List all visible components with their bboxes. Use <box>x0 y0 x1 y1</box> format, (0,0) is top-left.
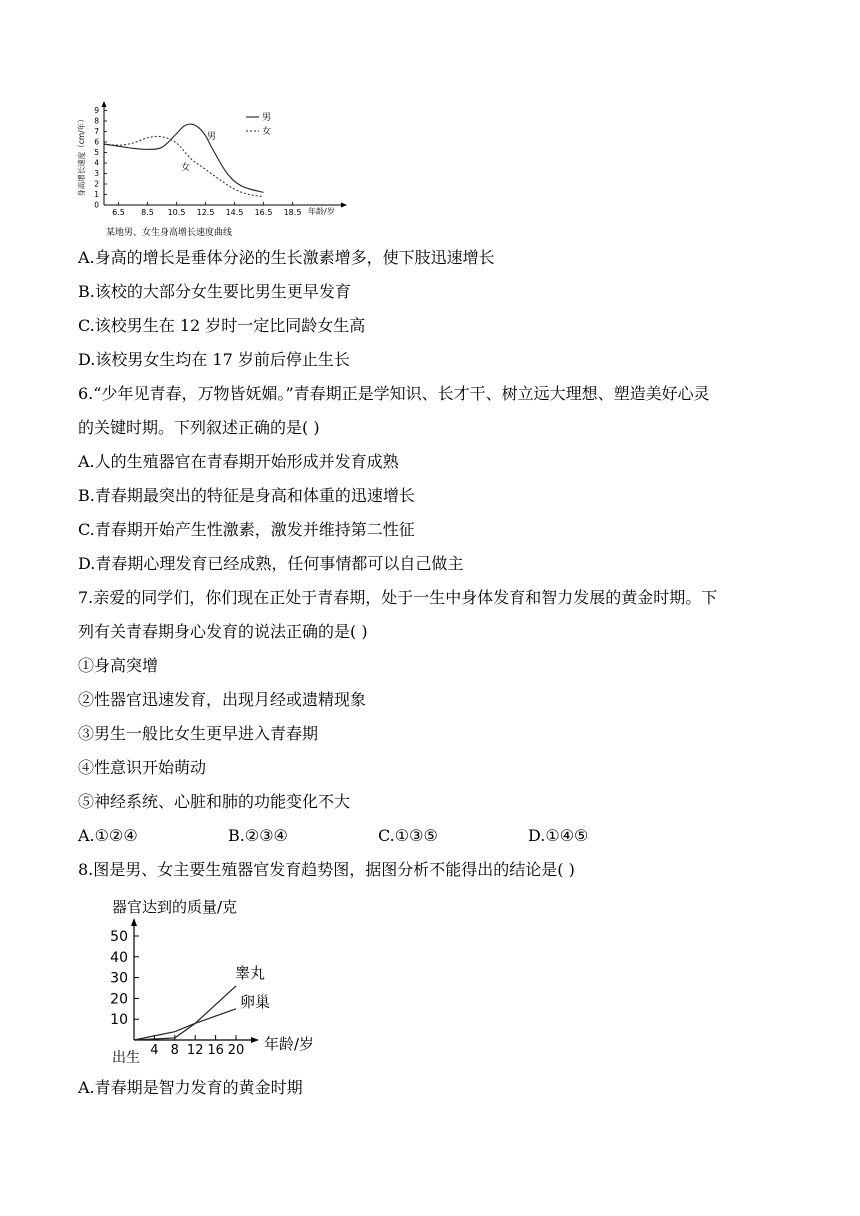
q7-item-5: ⑤神经系统、心脏和肺的功能变化不大 <box>78 792 351 811</box>
q5-option-d: D.该校男女生均在 17 岁前后停止生长 <box>78 350 350 369</box>
x-tick-label: 8.5 <box>141 208 154 217</box>
y-tick-label: 4 <box>94 158 99 168</box>
x-tick-label: 4 <box>150 1043 159 1058</box>
y-axis-label: 身高增长速度（cm/年） <box>77 115 86 197</box>
series-line-ovary <box>134 1009 236 1040</box>
y-tick-label: 50 <box>110 929 128 945</box>
q6-option-d: D.青春期心理发育已经成熟，任何事情都可以自己做主 <box>78 554 464 573</box>
growth-speed-chart <box>72 98 362 268</box>
q7-stem-line1: 7.亲爱的同学们，你们现在正处于青春期，处于一生中身体发育和智力发展的黄金时期。下 <box>78 588 718 607</box>
legend-male-label: 男 <box>262 113 272 123</box>
q7-options-row <box>78 826 778 846</box>
x-tick-label: 10.5 <box>167 208 186 217</box>
y-tick-label: 2 <box>94 179 99 189</box>
legend-female-label: 女 <box>262 127 272 137</box>
y-tick-label: 20 <box>110 991 128 1008</box>
q6-option-c: C.青春期开始产生性激素，激发并维持第二性征 <box>78 520 415 539</box>
q7-option-b: B.②③④ <box>228 826 288 845</box>
organ-development-chart <box>100 894 340 1074</box>
q7-item-4: ④性意识开始萌动 <box>78 758 207 777</box>
series-label-female: 女 <box>181 163 191 173</box>
x-tick-label: 14.5 <box>225 208 244 217</box>
x-origin-label: 出生 <box>112 1050 140 1066</box>
x-axis-arrow <box>341 203 347 208</box>
q6-option-b: B.青春期最突出的特征是身高和体重的迅速增长 <box>78 486 415 505</box>
y-tick-label: 30 <box>110 970 128 987</box>
y-tick-label: 8 <box>94 116 99 126</box>
q5-option-b: B.该校的大部分女生要比男生更早发育 <box>78 282 351 301</box>
y-tick-label: 3 <box>94 169 99 178</box>
x-tick-label: 12.5 <box>196 208 215 217</box>
y-tick-label: 7 <box>94 127 99 136</box>
q6-stem-line1: 6.“少年见青春，万物皆妩媚。”青春期正是学知识、长才干、树立远大理想、塑造美好心灵 <box>78 384 710 403</box>
y-tick-label: 5 <box>94 148 99 157</box>
x-tick-label: 20 <box>227 1043 245 1058</box>
q8-option-a: A.青春期是智力发育的黄金时期 <box>78 1078 303 1097</box>
q7-item-2: ②性器官迅速发育，出现月经或遗精现象 <box>78 690 367 709</box>
x-tick-label: 16 <box>207 1043 224 1058</box>
x-tick-label: 8 <box>170 1043 179 1058</box>
y-tick-label: 6 <box>94 137 99 147</box>
x-axis-label: 年龄/岁 <box>308 207 335 216</box>
x-tick-label: 16.5 <box>254 208 273 217</box>
chart-caption: 某地男、女生身高增长速度曲线 <box>106 228 233 238</box>
q7-item-3: ③男生一般比女生更早进入青春期 <box>78 724 319 743</box>
y-tick-label: 10 <box>110 1012 128 1029</box>
q8-stem: 8.图是男、女主要生殖器官发育趋势图，据图分析不能得出的结论是( ) <box>78 860 575 879</box>
x-axis-arrow <box>251 1037 259 1043</box>
q7-option-a: A.①②④ <box>78 826 138 845</box>
q5-option-a: A.身高的增长是垂体分泌的生长激素增多，使下肢迅速增长 <box>78 248 495 267</box>
y-axis-arrow <box>131 918 137 926</box>
y-axis-arrow <box>102 101 107 107</box>
q7-item-1: ①身高突增 <box>78 656 159 675</box>
x-axis-label: 年龄/岁 <box>264 1035 315 1053</box>
y-tick-label: 0 <box>94 200 99 210</box>
series-line-male <box>104 124 264 192</box>
q6-option-a: A.人的生殖器官在青春期开始形成并发育成熟 <box>78 452 399 471</box>
series-label-ovary: 卵巢 <box>240 993 271 1011</box>
series-label-testis: 睾丸 <box>235 964 266 982</box>
y-tick-label: 40 <box>110 949 128 966</box>
x-tick-label: 12 <box>186 1043 204 1058</box>
q6-stem-line2: 的关键时期。下列叙述正确的是( ) <box>78 418 320 437</box>
series-label-male: 男 <box>207 132 217 142</box>
q7-option-d: D.①④⑤ <box>528 826 589 845</box>
q7-option-c: C.①③⑤ <box>378 826 438 845</box>
y-tick-label: 9 <box>94 106 99 115</box>
q5-option-c: C.该校男生在 12 岁时一定比同龄女生高 <box>78 316 366 335</box>
y-tick-label: 1 <box>94 190 99 199</box>
series-line-testis <box>134 986 236 1040</box>
x-tick-label: 18.5 <box>283 208 302 217</box>
x-tick-label: 6.5 <box>112 208 125 217</box>
chart2-title: 器官达到的质量/克 <box>112 898 238 916</box>
q7-stem-line2: 列有关青春期身心发育的说法正确的是( ) <box>78 622 368 641</box>
